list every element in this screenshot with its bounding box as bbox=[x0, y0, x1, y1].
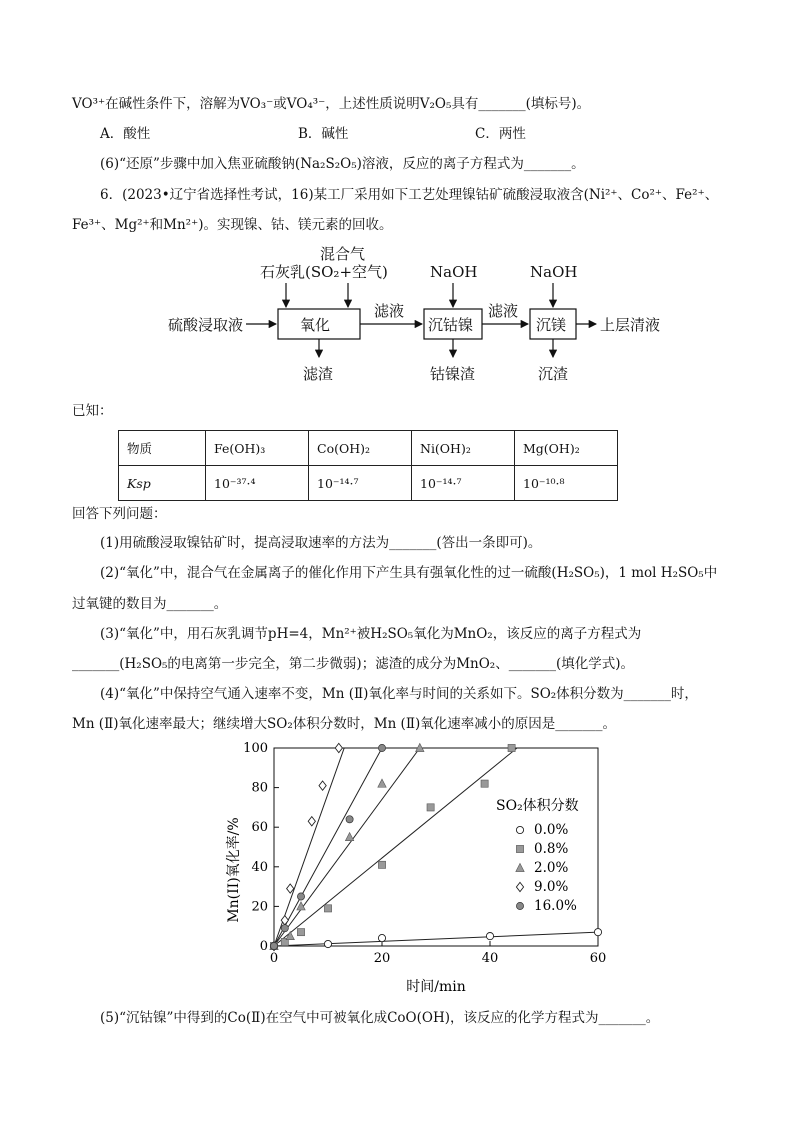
question-4-cont: Mn (Ⅱ)氧化速率最大；继续增大SO₂体积分数时，Mn (Ⅱ)氧化速率减小的原因是_______。 bbox=[72, 716, 617, 732]
legend-entry: 2.0% bbox=[534, 860, 569, 876]
input-label: 硫酸浸取液 bbox=[168, 316, 244, 334]
legend-marker bbox=[516, 863, 524, 871]
process-flow-diagram bbox=[160, 243, 680, 388]
legend-marker bbox=[516, 826, 523, 833]
table-cell: 10⁻¹⁴·⁷ bbox=[412, 466, 515, 501]
legend-marker bbox=[516, 902, 523, 909]
table-row-label: Ksp bbox=[119, 466, 206, 501]
data-point bbox=[378, 779, 386, 787]
question-3: (3)“氧化”中，用石灰乳调节pH=4，Mn²⁺被H₂SO₅氧化为MnO₂，该反应的离子方程式为 bbox=[100, 626, 642, 642]
question-heading: 6．(2023•辽宁省选择性考试，16)某工厂采用如下工艺处理镍钴矿硫酸浸取液含(Ni²⁺、Co²⁺、Fe²⁺、 bbox=[100, 187, 719, 203]
y-tick-label: 60 bbox=[251, 820, 268, 836]
question-2: (2)“氧化”中，混合气在金属离子的催化作用下产生具有强氧化性的过一硫酸(H₂SO₅)，1 mol H₂SO₅中 bbox=[100, 565, 718, 581]
y-tick-label: 80 bbox=[251, 780, 268, 796]
x-tick-label: 40 bbox=[481, 951, 499, 966]
mg-precip-box-label: 沉镁 bbox=[536, 316, 567, 334]
data-point bbox=[427, 804, 434, 811]
series-line bbox=[274, 748, 517, 946]
oxidation-box-label: 氧化 bbox=[300, 316, 331, 334]
co-ni-precip-box-label: 沉钴镍 bbox=[428, 316, 474, 334]
data-point bbox=[378, 861, 385, 868]
co-ni-residue-label: 钴镍渣 bbox=[430, 365, 476, 383]
table-header-cell: Co(OH)₂ bbox=[309, 431, 412, 466]
data-point bbox=[281, 925, 288, 932]
table-cell: 10⁻¹⁴·⁷ bbox=[309, 466, 412, 501]
data-point bbox=[270, 942, 277, 949]
x-tick-label: 60 bbox=[589, 951, 607, 966]
data-point bbox=[594, 929, 601, 936]
y-tick-label: 100 bbox=[243, 741, 268, 756]
series-line bbox=[274, 748, 382, 946]
option-b: B．碱性 bbox=[298, 126, 349, 142]
legend-marker bbox=[516, 845, 523, 852]
question-2-cont: 过氧键的数目为_______。 bbox=[72, 596, 228, 612]
data-point bbox=[297, 929, 304, 936]
series-line bbox=[274, 748, 420, 946]
text-line: (6)“还原”步骤中加入焦亚硫酸钠(Na₂S₂O₅)溶液，反应的离子方程式为_______。 bbox=[100, 156, 585, 172]
legend-entry: 16.0% bbox=[534, 898, 577, 914]
data-point bbox=[378, 934, 385, 941]
legend-entry: 0.0% bbox=[534, 822, 569, 838]
legend-marker bbox=[516, 882, 523, 891]
text-line: Fe³⁺、Mg²⁺和Mn²⁺)。实现镍、钴、镁元素的回收。 bbox=[72, 217, 393, 233]
data-point bbox=[324, 940, 331, 947]
option-c: C．两性 bbox=[475, 126, 526, 142]
table-header-cell: Fe(OH)₃ bbox=[206, 431, 309, 466]
series-line bbox=[274, 932, 598, 946]
data-point bbox=[297, 893, 304, 900]
data-point bbox=[345, 833, 353, 841]
x-tick-label: 20 bbox=[373, 951, 391, 966]
question-5: (5)“沉钴镍”中得到的Co(Ⅱ)在空气中可被氧化成CoO(OH)，该反应的化学方程式为_______。 bbox=[100, 1010, 660, 1026]
table-row bbox=[119, 466, 618, 501]
legend-entry: 0.8% bbox=[534, 841, 569, 857]
y-tick-label: 20 bbox=[251, 899, 268, 915]
data-point bbox=[324, 905, 331, 912]
table-row bbox=[119, 431, 618, 466]
residue-label: 滤渣 bbox=[303, 365, 334, 383]
naoh-label-1: NaOH bbox=[430, 263, 478, 281]
x-tick-label: 0 bbox=[269, 951, 279, 966]
oxidation-rate-chart bbox=[220, 738, 620, 1000]
output-label: 上层清液 bbox=[600, 316, 661, 334]
data-point bbox=[319, 781, 326, 790]
mixed-gas-label: 混合气 bbox=[320, 245, 366, 263]
question-1: (1)用硫酸浸取镍钴矿时，提高浸取速率的方法为_______(答出一条即可)。 bbox=[100, 535, 542, 551]
filtrate-label-2: 滤液 bbox=[488, 302, 519, 320]
y-tick-label: 40 bbox=[251, 859, 268, 875]
known-label: 已知： bbox=[72, 403, 113, 419]
legend-title: SO₂体积分数 bbox=[496, 798, 579, 814]
legend-entry: 9.0% bbox=[534, 879, 569, 895]
data-point bbox=[335, 743, 342, 752]
answer-prompt: 回答下列问题： bbox=[72, 506, 167, 522]
question-3-cont: _______(H₂SO₅的电离第一步完全，第二步微弱)；滤渣的成分为MnO₂、_______(填化学式)。 bbox=[72, 656, 634, 672]
y-axis-label: Mn(II)氧化率/% bbox=[226, 817, 242, 923]
table-header-cell: Ni(OH)₂ bbox=[412, 431, 515, 466]
data-point bbox=[508, 744, 515, 751]
table-cell: 10⁻¹⁰·⁸ bbox=[515, 466, 618, 501]
table-cell: 10⁻³⁷·⁴ bbox=[206, 466, 309, 501]
question-4: (4)“氧化”中保持空气通入速率不变，Mn (Ⅱ)氧化率与时间的关系如下。SO₂体积分数为_______时， bbox=[100, 686, 698, 702]
table-header-cell: Mg(OH)₂ bbox=[515, 431, 618, 466]
data-point bbox=[346, 816, 353, 823]
filtrate-label-1: 滤液 bbox=[374, 302, 405, 320]
data-point bbox=[378, 744, 385, 751]
mixed-gas-composition: (SO₂+空气) bbox=[305, 263, 388, 281]
option-a: A．酸性 bbox=[100, 126, 151, 142]
data-point bbox=[308, 817, 315, 826]
ksp-table bbox=[118, 430, 618, 501]
text-line: VO³⁺在碱性条件下，溶解为VO₃⁻或VO₄³⁻，上述性质说明V₂O₅具有_______(填标号)。 bbox=[72, 96, 591, 112]
precipitate-label: 沉渣 bbox=[538, 365, 569, 383]
data-point bbox=[486, 933, 493, 940]
lime-label: 石灰乳 bbox=[260, 263, 306, 281]
y-tick-label: 0 bbox=[259, 939, 268, 954]
table-header-cell: 物质 bbox=[119, 431, 206, 466]
x-axis-label: 时间/min bbox=[406, 979, 466, 995]
naoh-label-2: NaOH bbox=[530, 263, 578, 281]
data-point bbox=[481, 780, 488, 787]
